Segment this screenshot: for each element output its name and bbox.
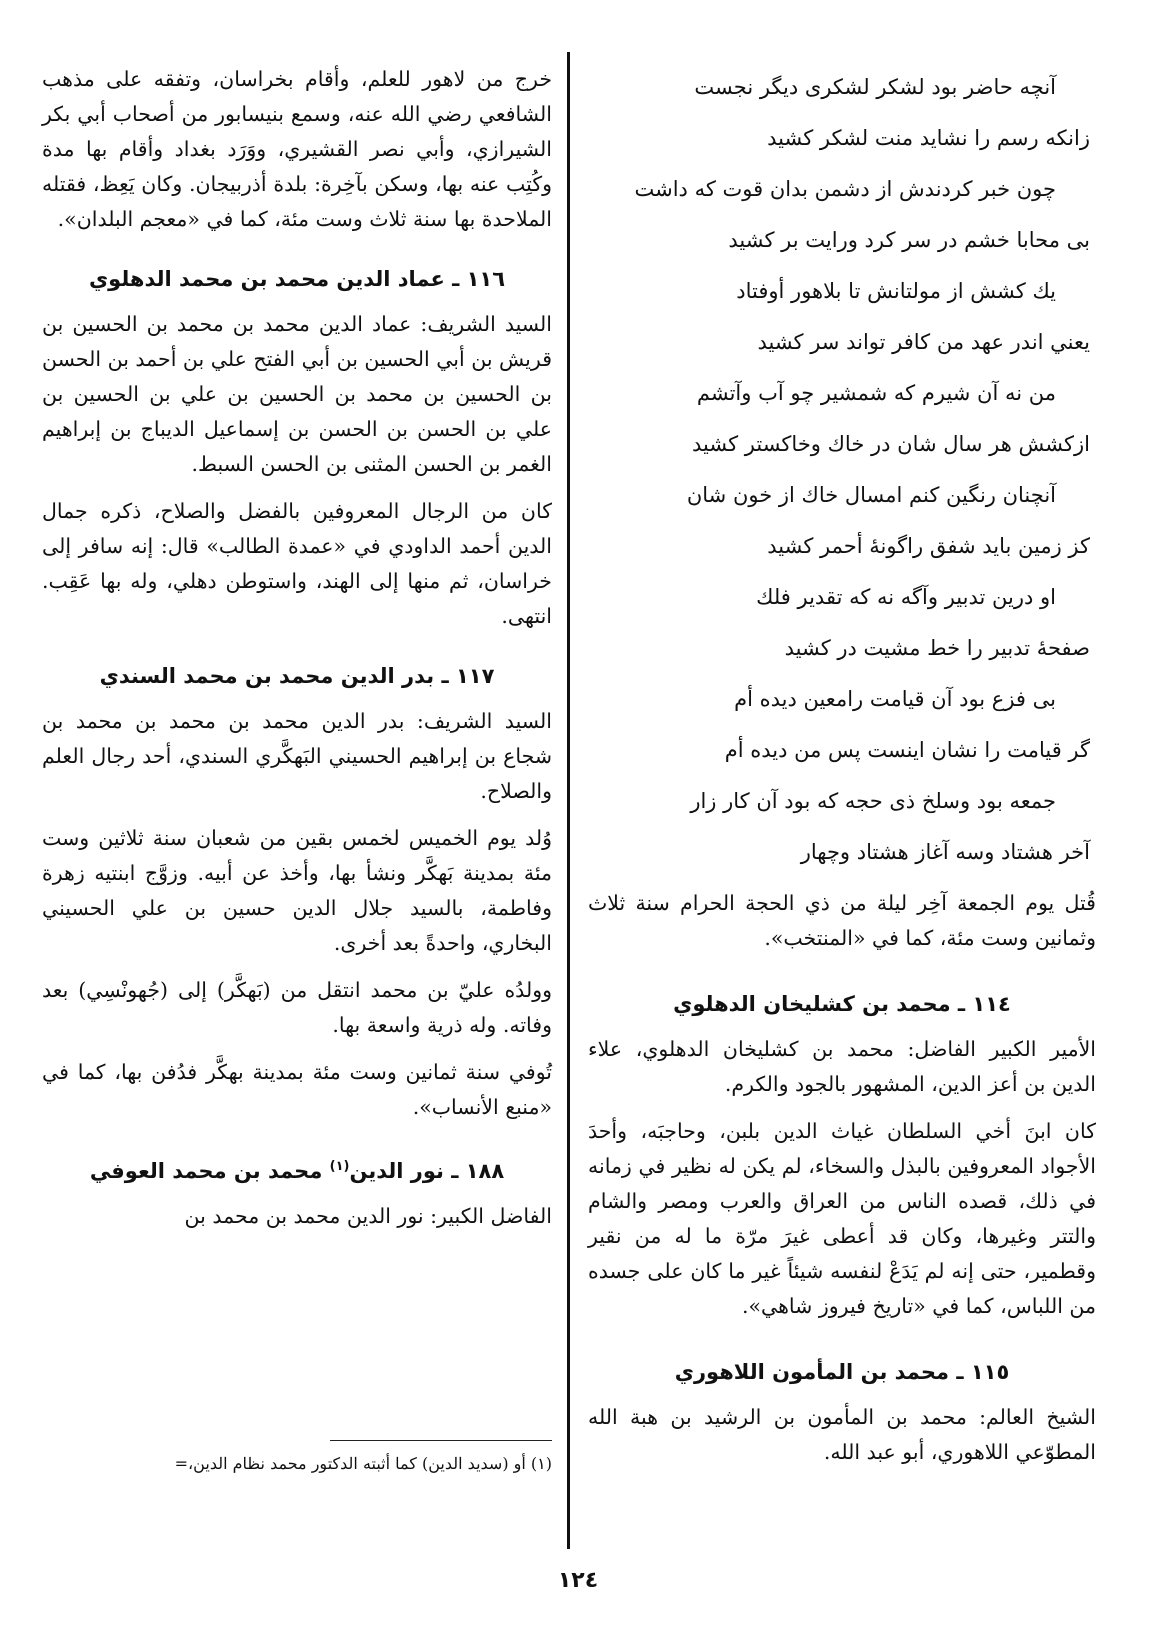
verse-line: ازکشش هر سال شان در خاك وخاکستر کشید [692,432,1090,456]
verse-line: چون خبر کردندش از دشمن بدان قوت که داشت [634,177,1056,201]
verse-line: جمعه بود وسلخ ذی حجه که بود آن کار زار [690,789,1056,813]
verse-line: کز زمین باید شفق راگونهٔ أحمر کشید [767,534,1090,558]
entry-heading-114: ١١٤ ـ محمد بن كشليخان الدهلوي [673,992,1011,1016]
verse-line: صفحهٔ تدبیر را خط مشیت در کشید [784,636,1090,660]
entry-heading-118 [42,1153,552,1185]
entry-heading-115: ١١٥ ـ محمد بن المأمون اللاهوري [674,1360,1010,1384]
verse-line: یعني اندر عهد من کافر تواند سر کشید [757,330,1090,354]
verse-line: بی فزع بود آن قیامت رامعین دیده أم [734,687,1056,711]
heading-suffix: محمد بن محمد العوفي [89,1159,330,1183]
verse-line: آخر هشتاد وسه آغاز هشتاد وچهار [800,840,1090,864]
paragraph: تُوفي سنة ثمانين وست مئة بمدينة بهكَّر فدُفن بها، كما في «منبع الأنساب». [42,1060,552,1119]
verse-line: او درین تدبیر وآگه نه که تقدیر فلك [756,585,1056,609]
footnote-separator [330,1440,552,1441]
paragraph: كان من الرجال المعروفين بالفضل والصلاح، ذكره جمال الدين أحمد الداودي في «عمدة الطالب» قال: إنه سافر إلى خراسان، ثم منها إلى الهند، واستوطن دهلي، وله بها عَقِب. انتهى. [42,499,552,628]
paragraph: الأمير الكبير الفاضل: محمد بن كشليخان الدهلوي، علاء الدين بن أعز الدين، المشهور بالجود والكرم. [588,1037,1096,1096]
paragraph: السيد الشريف: عماد الدين محمد بن محمد بن الحسين بن قريش بن أبي الحسين بن أبي الفتح علي بن أحمد بن الحسن بن الحسين بن محمد بن الحسين بن علي بن الحسين بن علي بن الحسن بن الحسن بن إسماعيل الديباج بن إبراهيم الغمر بن الحسن المثنى بن الحسن السبط. [42,312,552,476]
verse-line: آنچنان رنگین کنم امسال خاك از خون شان [686,483,1056,507]
paragraph: الفاضل الكبير: نور الدين محمد بن محمد بن [184,1204,552,1228]
verse-line: من نه آن شیرم که شمشیر چو آب وآتشم [696,381,1056,405]
verse-line: بی محابا خشم در سر کرد ورایت بر کشید [728,228,1090,252]
column-divider [567,52,570,1549]
right-column [588,62,1096,1482]
page-number: ١٢٤ [557,1568,599,1593]
paragraph: وُلد يوم الخميس لخمس بقين من شعبان سنة ثلاثين وست مئة بمدينة بَهكَّر ونشأ بها، وأخذ عن أبيه. وزوَّج ابنتيه زهرة وفاطمة، بالسيد جلال الدين حسين بن علي الحسيني البخاري، واحدةً بعد أخرى. [42,826,552,955]
verse-line: یك کشش از مولتانش تا بلاهور أوفتاد [736,279,1056,303]
verse-line: زانکه رسم را نشاید منت لشکر کشید [767,126,1090,150]
footnote-marker: (١) [329,1159,350,1174]
left-column [42,62,552,1246]
paragraph: قُتل يوم الجمعة آخِر ليلة من ذي الحجة الحرام سنة ثلاث وثمانين وست مئة، كما في «المنتخب». [588,891,1096,950]
entry-heading-116: ١١٦ ـ عماد الدين محمد بن محمد الدهلوي [88,267,506,291]
verses-block [588,62,1096,878]
paragraph: كان ابنَ أخي السلطان غياث الدين بلبن، وحاجبَه، وأحدَ الأجواد المعروفين بالبذل والسخاء، لم يكن له نظير في زمانه في ذلك، قصده الناس من العراق والعرب ومصر والشام والتتر وغيرها، وكان قد أعطى غيرَ مرّة ما له من نقير وقطمير، حتى إنه لم يَدَعْ لنفسه شيئاً غير ما كان على جسده من اللباس، كما في «تاريخ فيروز شاهي». [588,1119,1096,1318]
paragraph: وولدُه عليّ بن محمد انتقل من (بَهكَّر) إلى (جُهونْسِي) بعد وفاته. وله ذرية واسعة بها. [42,978,552,1037]
footnote: (١) أو (سديد الدين) كما أثبته الدكتور محمد نظام الدين،= [174,1454,552,1473]
paragraph: خرج من لاهور للعلم، وأقام بخراسان، وتفقه على مذهب الشافعي رضي الله عنه، وسمع بنيسابور من أصحاب أبي بكر الشيرازي، وأبي نصر القشيري، ووَرَد بغداد وأقام بها مدة وكُتِب عنه بها، وسكن بآخِرة: بلدة أذربيجان. وكان يَعِظ، فقتله الملاحدة بها سنة ثلاث وست مئة، كما في «معجم البلدان». [42,67,552,231]
verse-line: گر قیامت را نشان اینست پس من دیده أم [724,738,1090,762]
heading-prefix: ١٨٨ ـ نور الدين [349,1159,505,1183]
entry-heading-117: ١١٧ ـ بدر الدين محمد بن محمد السندي [99,664,495,688]
paragraph: الشيخ العالم: محمد بن المأمون بن الرشيد بن هبة الله المطوّعي اللاهوري، أبو عبد الله. [588,1405,1096,1464]
verse-line: آنچه حاضر بود لشکر لشکری دیگر نجست [694,75,1056,99]
paragraph: السيد الشريف: بدر الدين محمد بن محمد بن محمد بن شجاع بن إبراهيم الحسيني البَهكَّري السندي، أحد رجال العلم والصلاح. [42,709,552,803]
